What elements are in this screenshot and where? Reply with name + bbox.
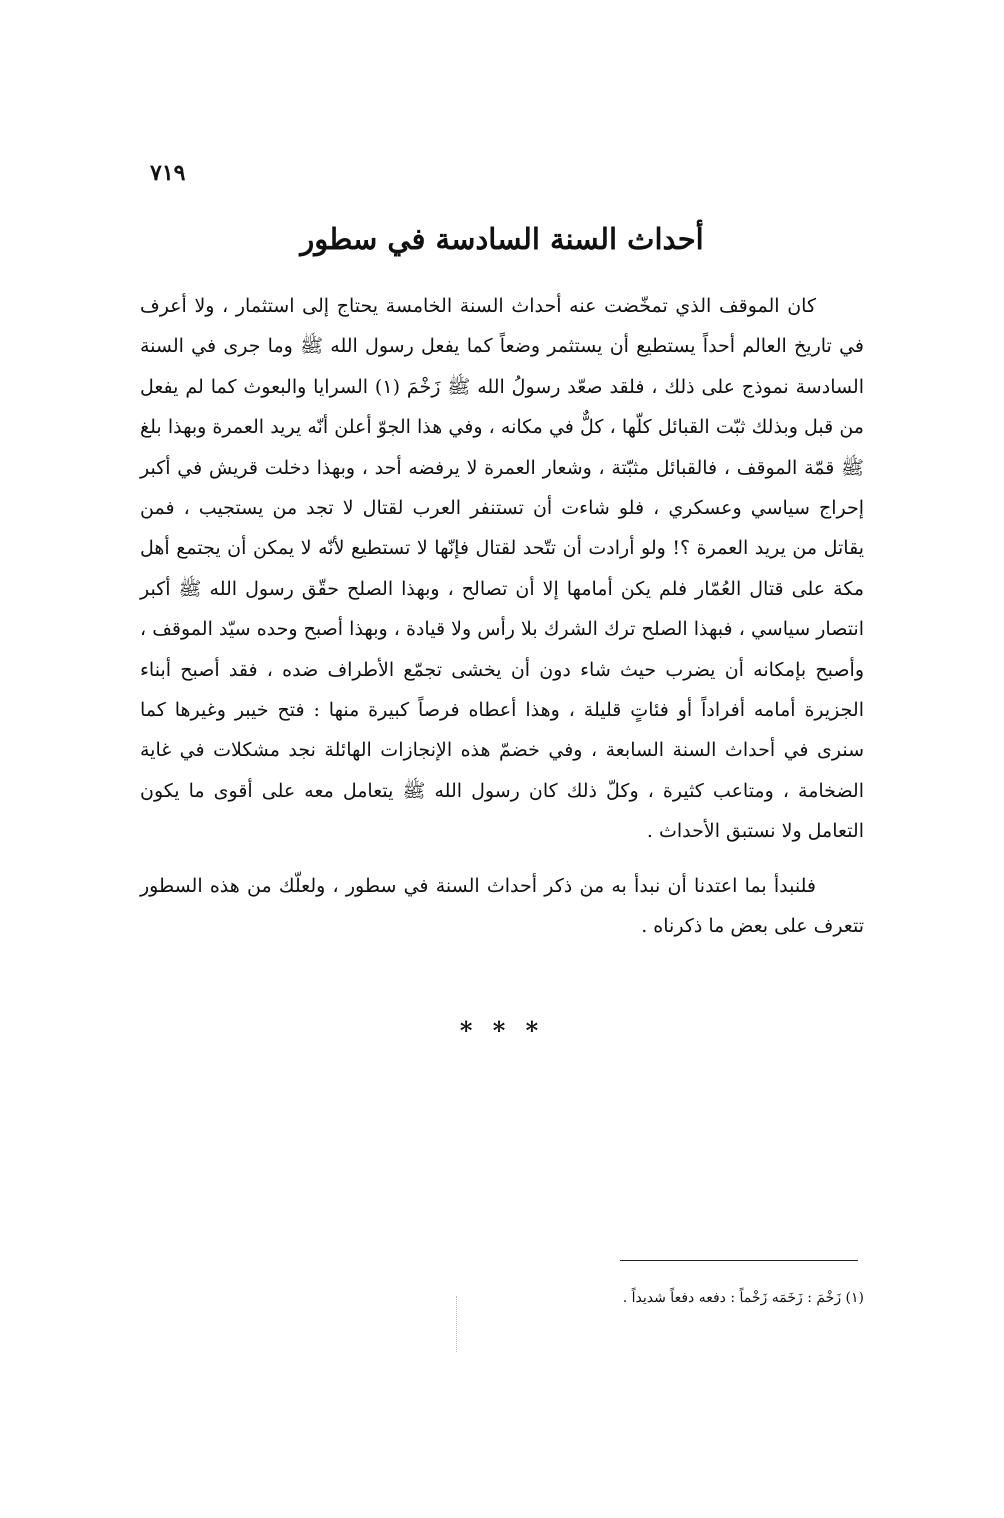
- body-text: [140, 286, 864, 947]
- scan-artifact: [456, 1296, 458, 1352]
- page-title: أحداث السنة السادسة في سطور: [300, 222, 704, 256]
- page-number: ٧١٩: [150, 160, 186, 186]
- paragraph-2: فلنبدأ بما اعتدنا أن نبدأ به من ذكر أحداث السنة في سطور ، ولعلّك من هذه السطور تتعرف على بعض ما ذكرناه .: [140, 874, 864, 938]
- footnote: (١) زَخْمَ : زَخَمَه زَخْماً : دفعه دفعاً شديداً .: [622, 1290, 864, 1306]
- footnote-divider: [620, 1260, 858, 1261]
- paragraph-1: كان الموقف الذي تمخّضت عنه أحداث السنة الخامسة يحتاج إلى استثمار ، ولا أعرف في تاريخ العالم أحداً يستطيع أن يستثمر وضعاً كما يفعل رسول الله ﷺ وما جرى في السنة السادسة نموذج على ذلك ، فلقد صعّد رسولُ الله ﷺ زَخْمَ (١) السرايا والبعوث كما لم يفعل من قبل وبذلك ثبّت القبائل كلّها ، كلٌّ في مكانه ، وفي هذا الجوّ أعلن أنّه يريد العمرة وبهذا بلغ ﷺ قمّة الموقف ، فالقبائل مثبّتة ، وشعار العمرة لا يرفضه أحد ، وبهذا دخلت قريش في أكبر إحراج سياسي وعسكري ، فلو شاءت أن تستنفر العرب لقتال لا تجد من يستجيب ، فمن يقاتل من يريد العمرة ؟! ولو أرادت أن تتّحد لقتال فإنّها لا تستطيع لأنّه لا يمكن أن يجتمع أهل مكة على قتال العُمّار فلم يكن أمامها إلا أن تصالح ، وبهذا الصلح حقّق رسول الله ﷺ أكبر انتصار سياسي ، فبهذا الصلح ترك الشرك بلا رأس ولا قيادة ، وبهذا أصبح وحده سيّد الموقف ، وأصبح بإمكانه أن يضرب حيث شاء دون أن يخشى تجمّع الأطراف ضده ، فقد أصبح أبناء الجزيرة أمامه أفراداً أو فئاتٍ قليلة ، وهذا أعطاه فرصاً كبيرة منها : فتح خيبر وغيرها كما سنرى في أحداث السنة السابعة ، وفي خضمّ هذه الإنجازات الهائلة نجد مشكلات في غاية الضخامة ، ومتاعب كثيرة ، وكلّ ذلك كان رسول الله ﷺ يتعامل معه على أقوى ما يكون التعامل ولا نستبق الأحداث .: [140, 295, 864, 843]
- section-separator: * * *: [459, 1016, 545, 1045]
